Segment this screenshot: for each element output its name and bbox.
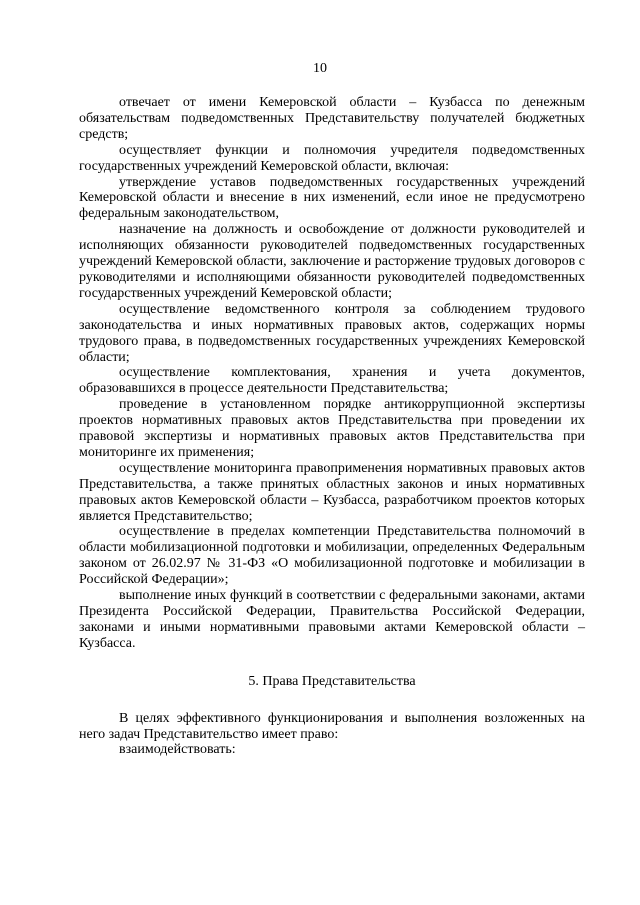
paragraph: осуществляет функции и полномочия учредителя подведомственных государственных учреждений Кемеровской области, включая: [79,142,585,174]
paragraph: осуществление ведомственного контроля за соблюдением трудового законодательства и иных нормативных правовых актов, содержащих нормы трудового права, в подведомственных государственных учреждениях Кемеровской области; [79,301,585,365]
paragraph: утверждение уставов подведомственных государственных учреждений Кемеровской области и внесение в них изменений, если иное не предусмотрено федеральным законодательством, [79,174,585,222]
paragraph: отвечает от имени Кемеровской области – Кузбасса по денежным обязательствам подведомственных Представительству получателей бюджетных средств; [79,95,585,142]
paragraph: осуществление в пределах компетенции Представительства полномочий в области мобилизационной подготовки и мобилизации, определенных Федеральным законом от 26.02.97 № 31-ФЗ «О мобилизационной подготовке и мобилизации в Российской Федерации»; [79,524,585,588]
paragraph: осуществление мониторинга правоприменения нормативных правовых актов Представительства, а также принятых областных законов и иных нормативных правовых актов Кемеровской области – Кузбасса, разработчиком проектов которых является Представительство; [79,460,585,524]
section-heading: 5. Права Представительства [248,673,416,689]
document-body [79,95,585,758]
paragraph: взаимодействовать: [119,742,236,758]
paragraph: проведение в установленном порядке антикоррупционной экспертизы проектов нормативных правовых актов Представительства при проведении их правовой экспертизы и нормативных правовых актов Представительства при мониторинге их применения; [79,397,585,460]
page-number: 10 [313,61,327,76]
paragraph: осуществление комплектования, хранения и учета документов, образовавшихся в процессе деятельности Представительства; [79,365,585,397]
paragraph: выполнение иных функций в соответствии с федеральными законами, актами Президента Российской Федерации, Правительства Российской Федерации, законами и иными нормативными правовыми актами Кемеровской области – Кузбасса. [79,588,585,651]
paragraph: назначение на должность и освобождение от должности руководителей и исполняющих обязанности руководителей подведомственных государственных учреждений Кемеровской области, заключение и расторжение трудовых договоров с руководителями и исполняющими обязанности руководителей подведомственных государственных учреждений Кемеровской области; [79,222,585,301]
paragraph: В целях эффективного функционирования и выполнения возложенных на него задач Представительство имеет право: [79,710,585,742]
